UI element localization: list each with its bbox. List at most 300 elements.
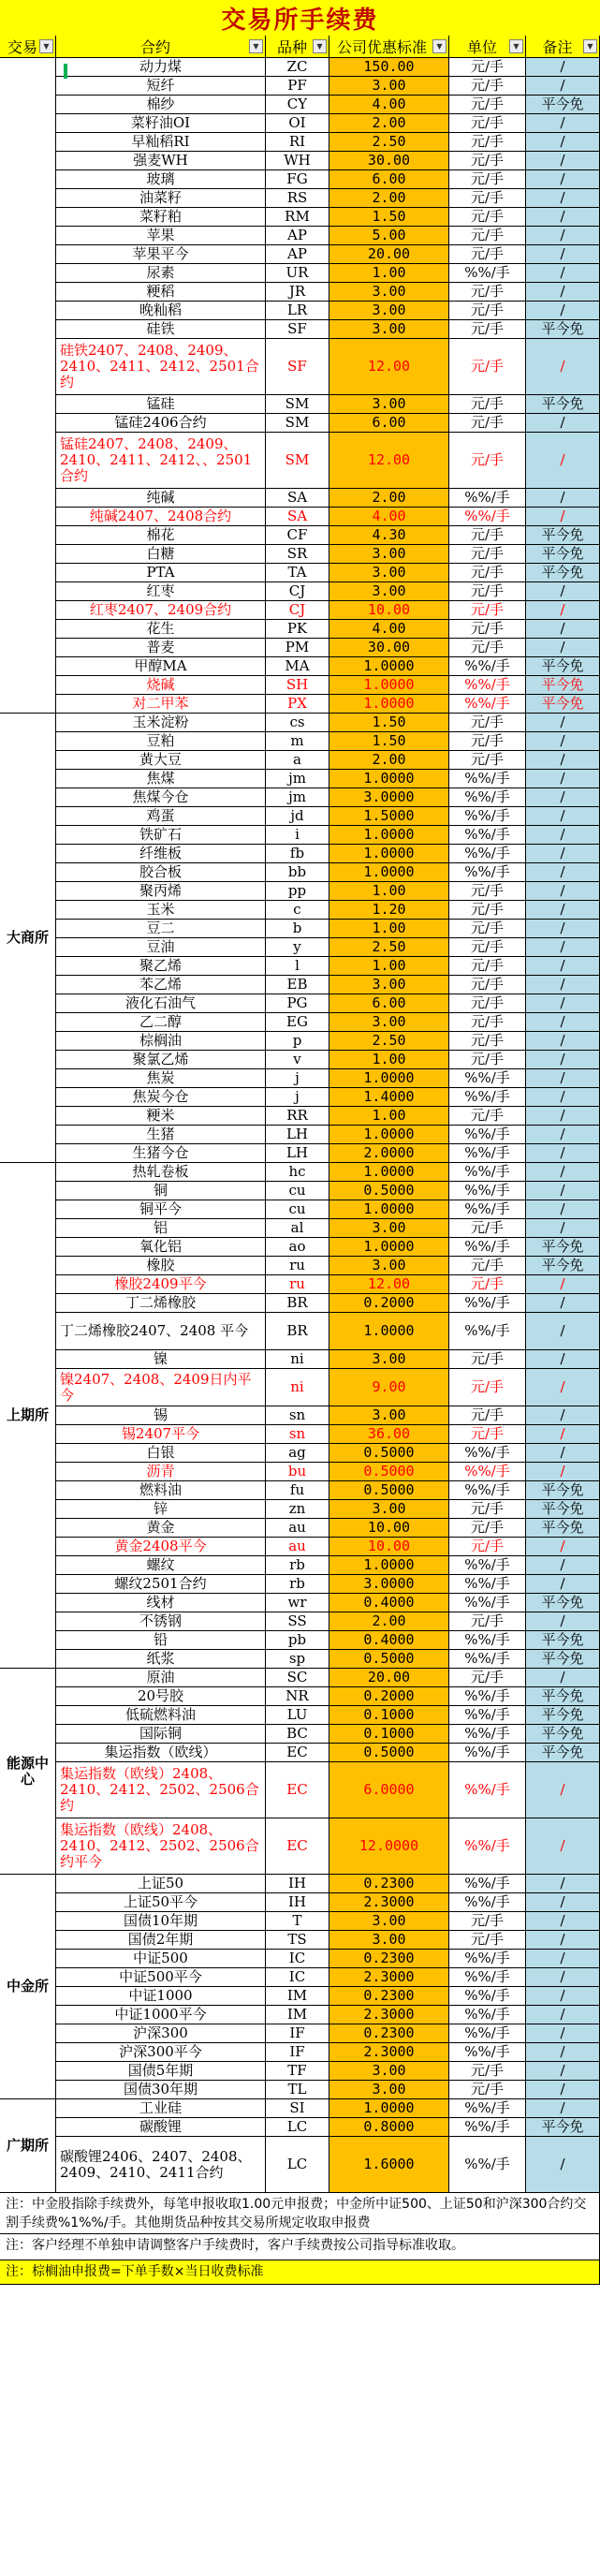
code-cell[interactable]: j	[266, 1069, 329, 1088]
code-cell[interactable]: zn	[266, 1500, 329, 1519]
contract-cell[interactable]: 锰硅	[56, 395, 266, 414]
contract-cell[interactable]: 沪深300	[56, 2024, 266, 2043]
fee-cell[interactable]: 1.4000	[329, 1088, 449, 1107]
code-cell[interactable]: SR	[266, 545, 329, 564]
code-cell[interactable]: rb	[266, 1556, 329, 1575]
contract-cell[interactable]: 苹果平今	[56, 245, 266, 264]
code-cell[interactable]: PX	[266, 695, 329, 714]
note-cell[interactable]: /	[526, 1669, 600, 1687]
contract-cell[interactable]: 线材	[56, 1594, 266, 1612]
unit-cell[interactable]: 元/手	[449, 620, 526, 639]
unit-cell[interactable]: %%/手	[449, 2006, 526, 2024]
contract-cell[interactable]: 晚籼稻	[56, 302, 266, 320]
filter-dropdown-icon[interactable]: ▼	[509, 39, 523, 53]
code-cell[interactable]: TF	[266, 2062, 329, 2081]
unit-cell[interactable]: 元/手	[449, 1425, 526, 1444]
code-cell[interactable]: pp	[266, 882, 329, 901]
contract-cell[interactable]: 鸡蛋	[56, 807, 266, 826]
unit-cell[interactable]: 元/手	[449, 1406, 526, 1425]
code-cell[interactable]: AP	[266, 227, 329, 245]
note-cell[interactable]: /	[526, 1294, 600, 1313]
note-cell[interactable]: /	[526, 1425, 600, 1444]
code-cell[interactable]: IM	[266, 2006, 329, 2024]
note-cell[interactable]: /	[526, 508, 600, 526]
note-cell[interactable]: /	[526, 339, 600, 395]
code-cell[interactable]: IF	[266, 2043, 329, 2062]
fee-cell[interactable]: 20.00	[329, 1669, 449, 1687]
note-cell[interactable]: /	[526, 1051, 600, 1069]
unit-cell[interactable]: 元/手	[449, 189, 526, 208]
note-cell[interactable]: /	[526, 283, 600, 302]
fee-cell[interactable]: 1.0000	[329, 845, 449, 863]
fee-cell[interactable]: 1.0000	[329, 1200, 449, 1219]
contract-cell[interactable]: 国债5年期	[56, 2062, 266, 2081]
code-cell[interactable]: MA	[266, 657, 329, 676]
code-cell[interactable]: m	[266, 732, 329, 751]
contract-cell[interactable]: 苯乙烯	[56, 976, 266, 994]
contract-cell[interactable]: 菜籽油OI	[56, 114, 266, 133]
note-cell[interactable]: /	[526, 152, 600, 170]
code-cell[interactable]: SS	[266, 1612, 329, 1631]
code-cell[interactable]: c	[266, 901, 329, 920]
note-cell[interactable]: /	[526, 1013, 600, 1032]
note-cell[interactable]: /	[526, 1163, 600, 1182]
contract-cell[interactable]: 铅	[56, 1631, 266, 1650]
code-cell[interactable]: ni	[266, 1350, 329, 1369]
note-cell[interactable]: /	[526, 2024, 600, 2043]
fee-cell[interactable]: 0.4000	[329, 1631, 449, 1650]
fee-cell[interactable]: 2.3000	[329, 1968, 449, 1987]
contract-cell[interactable]: 橡胶	[56, 1257, 266, 1275]
note-cell[interactable]: /	[526, 1556, 600, 1575]
note-cell[interactable]: 平今免	[526, 1257, 600, 1275]
unit-cell[interactable]: 元/手	[449, 1051, 526, 1069]
unit-cell[interactable]: %%/手	[449, 1200, 526, 1219]
note-cell[interactable]: /	[526, 1912, 600, 1931]
fee-cell[interactable]: 2.00	[329, 751, 449, 770]
unit-cell[interactable]: 元/手	[449, 526, 526, 545]
code-cell[interactable]: OI	[266, 114, 329, 133]
unit-cell[interactable]: %%/手	[449, 1481, 526, 1500]
code-cell[interactable]: hc	[266, 1163, 329, 1182]
fee-cell[interactable]: 5.00	[329, 227, 449, 245]
code-cell[interactable]: al	[266, 1219, 329, 1238]
contract-cell[interactable]: 粳稻	[56, 283, 266, 302]
contract-cell[interactable]: 燃料油	[56, 1481, 266, 1500]
code-cell[interactable]: au	[266, 1519, 329, 1538]
unit-cell[interactable]: %%/手	[449, 1950, 526, 1968]
code-cell[interactable]: WH	[266, 152, 329, 170]
fee-cell[interactable]: 0.2300	[329, 1987, 449, 2006]
code-cell[interactable]: SA	[266, 508, 329, 526]
note-cell[interactable]: 平今免	[526, 395, 600, 414]
code-cell[interactable]: PF	[266, 77, 329, 96]
contract-cell[interactable]: 国际铜	[56, 1725, 266, 1744]
note-cell[interactable]: /	[526, 245, 600, 264]
contract-cell[interactable]: 锡2407平今	[56, 1425, 266, 1444]
fee-cell[interactable]: 6.00	[329, 994, 449, 1013]
fee-cell[interactable]: 1.0000	[329, 770, 449, 788]
fee-cell[interactable]: 3.00	[329, 545, 449, 564]
contract-cell[interactable]: 聚丙烯	[56, 882, 266, 901]
unit-cell[interactable]: %%/手	[449, 676, 526, 695]
contract-cell[interactable]: 纯碱2407、2408合约	[56, 508, 266, 526]
fee-cell[interactable]: 0.5000	[329, 1463, 449, 1481]
unit-cell[interactable]: 元/手	[449, 133, 526, 152]
note-cell[interactable]: /	[526, 938, 600, 957]
unit-cell[interactable]: 元/手	[449, 882, 526, 901]
contract-cell[interactable]: 尿素	[56, 264, 266, 283]
fee-cell[interactable]: 1.50	[329, 714, 449, 732]
exchange-group-cell[interactable]: 大商所	[0, 714, 56, 1163]
fee-cell[interactable]: 3.00	[329, 1257, 449, 1275]
fee-cell[interactable]: 0.8000	[329, 2118, 449, 2137]
code-cell[interactable]: SM	[266, 395, 329, 414]
note-cell[interactable]: /	[526, 770, 600, 788]
exchange-group-cell[interactable]: 广期所	[0, 2099, 56, 2193]
contract-cell[interactable]: 豆二	[56, 920, 266, 938]
unit-cell[interactable]: 元/手	[449, 1612, 526, 1631]
unit-cell[interactable]: 元/手	[449, 976, 526, 994]
code-cell[interactable]: ru	[266, 1257, 329, 1275]
code-cell[interactable]: jm	[266, 788, 329, 807]
fee-cell[interactable]: 2.50	[329, 133, 449, 152]
contract-cell[interactable]: 中证1000平今	[56, 2006, 266, 2024]
contract-cell[interactable]: 动力煤	[56, 58, 266, 77]
fee-cell[interactable]: 1.00	[329, 882, 449, 901]
note-cell[interactable]: 平今免	[526, 2118, 600, 2137]
contract-cell[interactable]: 豆油	[56, 938, 266, 957]
contract-cell[interactable]: 甲醇MA	[56, 657, 266, 676]
contract-cell[interactable]: 黄金	[56, 1519, 266, 1538]
contract-cell[interactable]: 中证1000	[56, 1987, 266, 2006]
code-cell[interactable]: FG	[266, 170, 329, 189]
unit-cell[interactable]: %%/手	[449, 788, 526, 807]
code-cell[interactable]: cs	[266, 714, 329, 732]
note-cell[interactable]: /	[526, 788, 600, 807]
note-cell[interactable]: /	[526, 1350, 600, 1369]
fee-cell[interactable]: 1.0000	[329, 1556, 449, 1575]
contract-cell[interactable]: 氧化铝	[56, 1238, 266, 1257]
contract-cell[interactable]: 铜平今	[56, 1200, 266, 1219]
code-cell[interactable]: sn	[266, 1425, 329, 1444]
note-cell[interactable]: /	[526, 2137, 600, 2193]
unit-cell[interactable]: 元/手	[449, 114, 526, 133]
contract-cell[interactable]: 红枣	[56, 582, 266, 601]
note-cell[interactable]: /	[526, 601, 600, 620]
code-cell[interactable]: SF	[266, 339, 329, 395]
contract-cell[interactable]: 锰硅2407、2408、2409、2410、2411、2412、、2501合约	[56, 433, 266, 489]
filter-dropdown-icon[interactable]: ▼	[249, 39, 263, 53]
unit-cell[interactable]: %%/手	[449, 1744, 526, 1762]
code-cell[interactable]: RI	[266, 133, 329, 152]
code-cell[interactable]: j	[266, 1088, 329, 1107]
note-cell[interactable]: /	[526, 2062, 600, 2081]
note-cell[interactable]: /	[526, 1126, 600, 1144]
code-cell[interactable]: EB	[266, 976, 329, 994]
unit-cell[interactable]: %%/手	[449, 1594, 526, 1612]
note-cell[interactable]: /	[526, 1444, 600, 1463]
contract-cell[interactable]: 碳酸锂2406、2407、2408、2409、2410、2411合约	[56, 2137, 266, 2193]
code-cell[interactable]: fb	[266, 845, 329, 863]
code-cell[interactable]: bu	[266, 1463, 329, 1481]
fee-cell[interactable]: 12.00	[329, 339, 449, 395]
code-cell[interactable]: T	[266, 1912, 329, 1931]
code-cell[interactable]: ZC	[266, 58, 329, 77]
note-cell[interactable]: 平今免	[526, 1650, 600, 1669]
unit-cell[interactable]: %%/手	[449, 1987, 526, 2006]
code-cell[interactable]: ru	[266, 1275, 329, 1294]
code-cell[interactable]: LC	[266, 2137, 329, 2193]
note-cell[interactable]: 平今免	[526, 1519, 600, 1538]
code-cell[interactable]: TS	[266, 1931, 329, 1950]
contract-cell[interactable]: 焦炭	[56, 1069, 266, 1088]
note-cell[interactable]: /	[526, 2043, 600, 2062]
note-cell[interactable]: /	[526, 714, 600, 732]
unit-cell[interactable]: %%/手	[449, 1463, 526, 1481]
unit-cell[interactable]: 元/手	[449, 395, 526, 414]
filter-dropdown-icon[interactable]: ▼	[432, 39, 446, 53]
code-cell[interactable]: i	[266, 826, 329, 845]
note-cell[interactable]: /	[526, 189, 600, 208]
fee-cell[interactable]: 1.0000	[329, 695, 449, 714]
fee-cell[interactable]: 1.0000	[329, 1126, 449, 1144]
note-cell[interactable]: /	[526, 1032, 600, 1051]
fee-cell[interactable]: 12.00	[329, 1275, 449, 1294]
note-cell[interactable]: /	[526, 920, 600, 938]
note-cell[interactable]: 平今免	[526, 1481, 600, 1500]
contract-cell[interactable]: 硅铁2407、2408、2409、2410、2411、2412、2501合约	[56, 339, 266, 395]
note-cell[interactable]: /	[526, 264, 600, 283]
note-cell[interactable]: /	[526, 1107, 600, 1126]
header-code[interactable]: 品种 ▼	[266, 36, 329, 58]
contract-cell[interactable]: 沥青	[56, 1463, 266, 1481]
contract-cell[interactable]: 棉纱	[56, 96, 266, 114]
unit-cell[interactable]: 元/手	[449, 1032, 526, 1051]
note-cell[interactable]: /	[526, 302, 600, 320]
code-cell[interactable]: IH	[266, 1893, 329, 1912]
unit-cell[interactable]: 元/手	[449, 1669, 526, 1687]
code-cell[interactable]: SM	[266, 414, 329, 433]
code-cell[interactable]: TA	[266, 564, 329, 582]
code-cell[interactable]: SM	[266, 433, 329, 489]
note-cell[interactable]: /	[526, 1069, 600, 1088]
fee-cell[interactable]: 3.00	[329, 976, 449, 994]
code-cell[interactable]: IH	[266, 1875, 329, 1893]
header-note[interactable]: 备注 ▼	[526, 36, 600, 58]
fee-cell[interactable]: 3.00	[329, 2062, 449, 2081]
unit-cell[interactable]: %%/手	[449, 695, 526, 714]
note-cell[interactable]: /	[526, 1987, 600, 2006]
code-cell[interactable]: LH	[266, 1144, 329, 1163]
contract-cell[interactable]: 纸浆	[56, 1650, 266, 1669]
code-cell[interactable]: CJ	[266, 601, 329, 620]
unit-cell[interactable]: 元/手	[449, 582, 526, 601]
fee-cell[interactable]: 2.00	[329, 189, 449, 208]
note-cell[interactable]: /	[526, 1893, 600, 1912]
unit-cell[interactable]: 元/手	[449, 339, 526, 395]
note-cell[interactable]: /	[526, 414, 600, 433]
contract-cell[interactable]: 聚乙烯	[56, 957, 266, 976]
fee-cell[interactable]: 2.00	[329, 114, 449, 133]
note-cell[interactable]: /	[526, 1313, 600, 1350]
fee-cell[interactable]: 1.0000	[329, 863, 449, 882]
contract-cell[interactable]: 纤维板	[56, 845, 266, 863]
unit-cell[interactable]: 元/手	[449, 545, 526, 564]
contract-cell[interactable]: 强麦WH	[56, 152, 266, 170]
contract-cell[interactable]: 菜籽粕	[56, 208, 266, 227]
note-cell[interactable]: 平今免	[526, 545, 600, 564]
exchange-group-cell[interactable]: 能源中心	[0, 1669, 56, 1875]
fee-cell[interactable]: 2.00	[329, 1612, 449, 1631]
fee-cell[interactable]: 3.00	[329, 1912, 449, 1931]
fee-cell[interactable]: 1.00	[329, 264, 449, 283]
unit-cell[interactable]: 元/手	[449, 1538, 526, 1556]
fee-cell[interactable]: 3.00	[329, 564, 449, 582]
contract-cell[interactable]: 油菜籽	[56, 189, 266, 208]
fee-cell[interactable]: 3.00	[329, 1350, 449, 1369]
contract-cell[interactable]: 20号胶	[56, 1687, 266, 1706]
contract-cell[interactable]: 集运指数（欧线）2408、2410、2412、2502、2506合约	[56, 1762, 266, 1818]
code-cell[interactable]: ag	[266, 1444, 329, 1463]
unit-cell[interactable]: %%/手	[449, 826, 526, 845]
unit-cell[interactable]: %%/手	[449, 1294, 526, 1313]
fee-cell[interactable]: 4.00	[329, 620, 449, 639]
unit-cell[interactable]: 元/手	[449, 564, 526, 582]
contract-cell[interactable]: 沪深300平今	[56, 2043, 266, 2062]
note-cell[interactable]: /	[526, 845, 600, 863]
contract-cell[interactable]: 国债2年期	[56, 1931, 266, 1950]
fee-cell[interactable]: 6.00	[329, 414, 449, 433]
note-cell[interactable]: 平今免	[526, 695, 600, 714]
unit-cell[interactable]: 元/手	[449, 414, 526, 433]
contract-cell[interactable]: 苹果	[56, 227, 266, 245]
fee-cell[interactable]: 1.0000	[329, 826, 449, 845]
unit-cell[interactable]: 元/手	[449, 170, 526, 189]
unit-cell[interactable]: %%/手	[449, 1444, 526, 1463]
note-cell[interactable]: /	[526, 170, 600, 189]
unit-cell[interactable]: %%/手	[449, 1818, 526, 1875]
code-cell[interactable]: cu	[266, 1200, 329, 1219]
note-cell[interactable]: 平今免	[526, 1725, 600, 1744]
code-cell[interactable]: b	[266, 920, 329, 938]
fee-cell[interactable]: 3.00	[329, 395, 449, 414]
fee-cell[interactable]: 3.00	[329, 1406, 449, 1425]
code-cell[interactable]: jd	[266, 807, 329, 826]
note-cell[interactable]: 平今免	[526, 1500, 600, 1519]
unit-cell[interactable]: %%/手	[449, 2043, 526, 2062]
code-cell[interactable]: bb	[266, 863, 329, 882]
note-cell[interactable]: /	[526, 1875, 600, 1893]
contract-cell[interactable]: 锡	[56, 1406, 266, 1425]
contract-cell[interactable]: 铝	[56, 1219, 266, 1238]
note-cell[interactable]: /	[526, 1950, 600, 1968]
fee-cell[interactable]: 3.00	[329, 2081, 449, 2099]
unit-cell[interactable]: 元/手	[449, 283, 526, 302]
fee-cell[interactable]: 1.00	[329, 1051, 449, 1069]
note-cell[interactable]: 平今免	[526, 564, 600, 582]
unit-cell[interactable]: %%/手	[449, 1706, 526, 1725]
code-cell[interactable]: sp	[266, 1650, 329, 1669]
fee-cell[interactable]: 1.00	[329, 920, 449, 938]
exchange-group-cell[interactable]	[0, 58, 56, 714]
contract-cell[interactable]: 硅铁	[56, 320, 266, 339]
header-contract[interactable]: 合约 ▼	[56, 36, 266, 58]
fee-cell[interactable]: 2.50	[329, 1032, 449, 1051]
unit-cell[interactable]: 元/手	[449, 901, 526, 920]
unit-cell[interactable]: 元/手	[449, 639, 526, 657]
fee-cell[interactable]: 0.4000	[329, 1594, 449, 1612]
contract-cell[interactable]: 橡胶2409平今	[56, 1275, 266, 1294]
unit-cell[interactable]: %%/手	[449, 1088, 526, 1107]
unit-cell[interactable]: 元/手	[449, 227, 526, 245]
code-cell[interactable]: LU	[266, 1706, 329, 1725]
unit-cell[interactable]: %%/手	[449, 1163, 526, 1182]
fee-cell[interactable]: 0.2000	[329, 1687, 449, 1706]
contract-cell[interactable]: 乙二醇	[56, 1013, 266, 1032]
header-fee[interactable]: 公司优惠标准 ▼	[329, 36, 449, 58]
note-cell[interactable]: /	[526, 882, 600, 901]
fee-cell[interactable]: 1.00	[329, 1107, 449, 1126]
fee-cell[interactable]: 1.00	[329, 957, 449, 976]
fee-cell[interactable]: 4.00	[329, 508, 449, 526]
contract-cell[interactable]: 原油	[56, 1669, 266, 1687]
unit-cell[interactable]: %%/手	[449, 845, 526, 863]
fee-cell[interactable]: 30.00	[329, 639, 449, 657]
fee-cell[interactable]: 9.00	[329, 1369, 449, 1406]
code-cell[interactable]: y	[266, 938, 329, 957]
contract-cell[interactable]: 上证50平今	[56, 1893, 266, 1912]
note-cell[interactable]: /	[526, 1200, 600, 1219]
unit-cell[interactable]: 元/手	[449, 1350, 526, 1369]
code-cell[interactable]: IF	[266, 2024, 329, 2043]
unit-cell[interactable]: 元/手	[449, 1107, 526, 1126]
unit-cell[interactable]: %%/手	[449, 1650, 526, 1669]
fee-cell[interactable]: 1.0000	[329, 1069, 449, 1088]
contract-cell[interactable]: 对二甲苯	[56, 695, 266, 714]
unit-cell[interactable]: 元/手	[449, 938, 526, 957]
fee-cell[interactable]: 36.00	[329, 1425, 449, 1444]
code-cell[interactable]: rb	[266, 1575, 329, 1594]
unit-cell[interactable]: %%/手	[449, 807, 526, 826]
note-cell[interactable]: /	[526, 1575, 600, 1594]
fee-cell[interactable]: 2.3000	[329, 2043, 449, 2062]
fee-cell[interactable]: 1.50	[329, 208, 449, 227]
fee-cell[interactable]: 3.0000	[329, 788, 449, 807]
code-cell[interactable]: PM	[266, 639, 329, 657]
fee-cell[interactable]: 3.0000	[329, 1575, 449, 1594]
contract-cell[interactable]: 不锈钢	[56, 1612, 266, 1631]
fee-cell[interactable]: 1.0000	[329, 1163, 449, 1182]
unit-cell[interactable]: %%/手	[449, 1687, 526, 1706]
code-cell[interactable]: SA	[266, 489, 329, 508]
code-cell[interactable]: UR	[266, 264, 329, 283]
unit-cell[interactable]: %%/手	[449, 1631, 526, 1650]
fee-cell[interactable]: 10.00	[329, 601, 449, 620]
code-cell[interactable]: SF	[266, 320, 329, 339]
unit-cell[interactable]: 元/手	[449, 2081, 526, 2099]
exchange-group-cell[interactable]: 中金所	[0, 1875, 56, 2099]
contract-cell[interactable]: 焦煤今仓	[56, 788, 266, 807]
unit-cell[interactable]: %%/手	[449, 770, 526, 788]
note-cell[interactable]: /	[526, 901, 600, 920]
code-cell[interactable]: p	[266, 1032, 329, 1051]
code-cell[interactable]: RS	[266, 189, 329, 208]
unit-cell[interactable]: 元/手	[449, 433, 526, 489]
code-cell[interactable]: EC	[266, 1762, 329, 1818]
unit-cell[interactable]: 元/手	[449, 714, 526, 732]
fee-cell[interactable]: 0.5000	[329, 1444, 449, 1463]
